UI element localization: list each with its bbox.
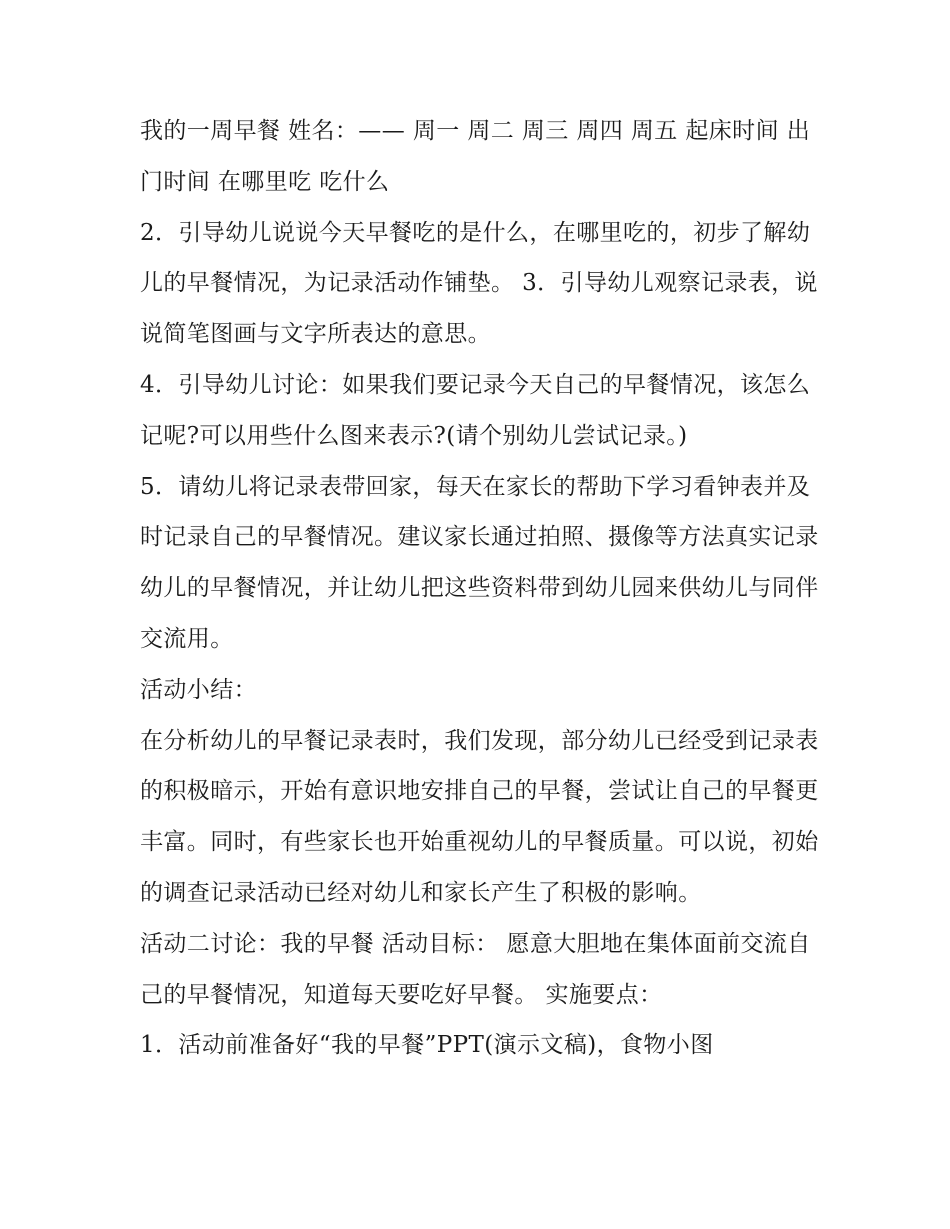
paragraph-step-1: 1．活动前准备好“我的早餐”PPT(演示文稿)，食物小图	[140, 1032, 714, 1059]
paragraph-step-5: 5．请幼儿将记录表带回家，每天在家长的帮助下学习看钟表并及时记录自己的早餐情况。建议家长通过拍照、摄像等方法真实记录幼儿的早餐情况，并让幼儿把这些资料带到幼儿园来供幼儿与同伴交流用。	[140, 473, 819, 652]
paragraph-breakfast-table: 我的一周早餐 姓名：—— 周一 周二 周三 周四 周五 起床时间 出门时间 在哪里吃 吃什么	[140, 118, 811, 195]
paragraph-summary: 在分析幼儿的早餐记录表时，我们发现，部分幼儿已经受到记录表的积极暗示，开始有意识地安排自己的早餐，尝试让自己的早餐更丰富。同时，有些家长也开始重视幼儿的早餐质量。可以说，初始的调查记录活动已经对幼儿和家长产生了积极的影响。	[140, 727, 819, 906]
document-body	[140, 106, 820, 1071]
paragraph-step-2-3: 2．引导幼儿说说今天早餐吃的是什么，在哪里吃的，初步了解幼儿的早餐情况，为记录活动作铺垫。 3．引导幼儿观察记录表，说说简笔图画与文字所表达的意思。	[140, 219, 818, 348]
heading-activity-summary: 活动小结：	[140, 676, 257, 703]
paragraph-step-4: 4．引导幼儿讨论：如果我们要记录今天自己的早餐情况，该怎么记呢?可以用些什么图来表示?(请个别幼儿尝试记录。)	[140, 371, 811, 449]
paragraph-activity-two: 活动二讨论：我的早餐 活动目标： 愿意大胆地在集体面前交流自己的早餐情况，知道每天要吃好早餐。 实施要点：	[140, 930, 811, 1008]
